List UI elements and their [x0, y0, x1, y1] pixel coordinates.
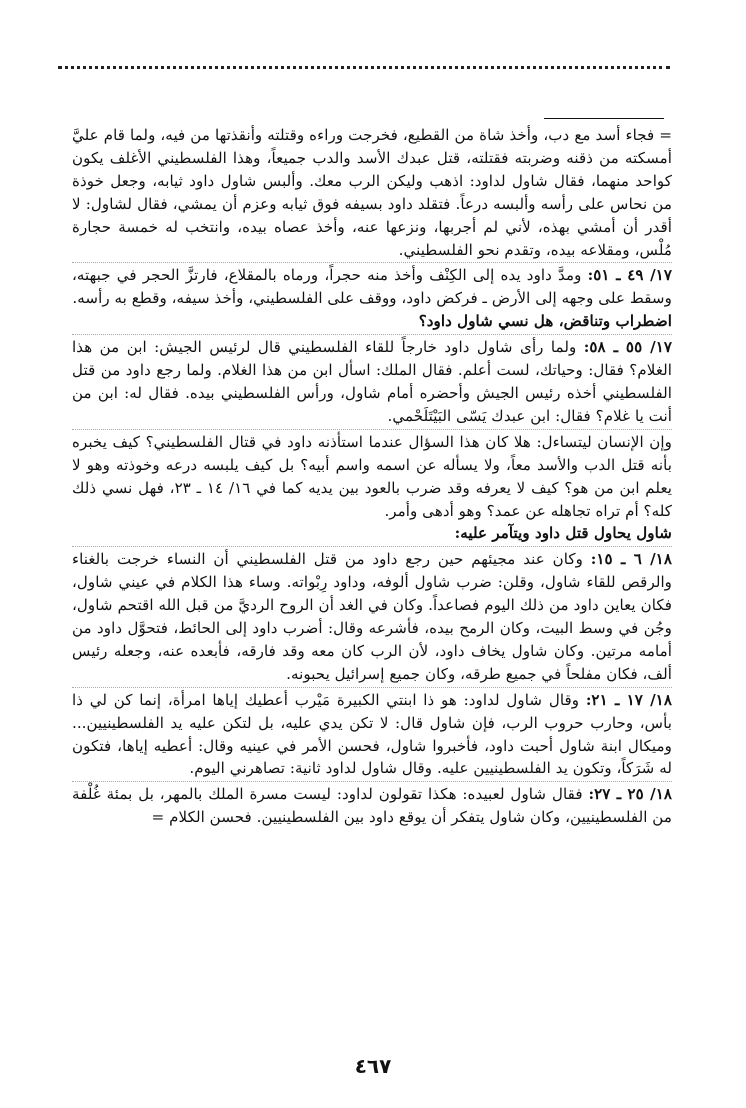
verse-reference: ١٧/ ٥٥ ـ ٥٨: — [583, 338, 673, 357]
paragraph-divider — [72, 262, 672, 263]
verse-paragraph — [72, 336, 672, 428]
verse-paragraph — [72, 548, 672, 685]
verse-reference: ١٧/ ٤٩ ـ ٥١: — [587, 266, 672, 285]
verse-text: فقال شاول لعبيده: هكذا تقولون لداود: ليست مسرة الملك بالمهر، بل بمئة غُلْفة من الفلسطينيين، وكان شاول يتفكر أن يوقع داود بين الفلسطينيين. فحسن الكلام = — [72, 785, 672, 827]
page-number: ٤٦٧ — [354, 1054, 392, 1078]
paragraph-divider — [72, 429, 672, 430]
footnote-rule — [544, 118, 664, 119]
paragraph-divider — [72, 781, 672, 782]
footnote-text — [72, 124, 672, 829]
verse-text: ومدَّ داود يده إلى الكِنْف وأخذ منه حجراً، ورماه بالمقلاع، فارتزَّ الحجر في جبهته، وسقط على وجهه إلى الأرض ـ فركض داود، ووقف على الفلسطيني، وأخذ سيفه، وقطع به رأسه. — [72, 266, 672, 308]
paragraph: = فجاء أسد مع دب، وأخذ شاة من القطيع، فخرجت وراءه وقتلته وأنقذتها من فيه، ولما قام عليَّ أمسكته من ذقنه وضربته فقتلته، قتل عبدك الأسد والدب جميعاً، وهذا الفلسطيني الأغلف يكون كواحد منهما، فقال شاول لداود: اذهب وليكن الرب معك. وألبس شاول داود ثيابه، وجعل خوذة من نحاس على رأسه وألبسه درعاً. فتقلد داود بسيفه فوق ثيابه وعزم أن يمشي، فقال لشاول: لا أقدر أن أمشي بهذه، لأني لم أجربها، ونزعها عنه، وأخذ عصاه بيده، وانتخب له خمسة حجارة مُلْس، ومقلاعه بيده، وتقدم نحو الفلسطيني. — [72, 126, 672, 259]
verse-reference: ١٨/ ١٧ ـ ٢١: — [585, 690, 672, 709]
verse-reference: ١٨/ ٦ ـ ١٥: — [590, 550, 672, 569]
paragraph-divider — [72, 687, 672, 688]
paragraph-divider — [72, 546, 672, 547]
section-heading: شاول يحاول قتل داود ويتآمر عليه: — [454, 524, 672, 543]
paragraph-divider — [72, 334, 672, 335]
verse-text: ولما رأى شاول داود خارجاً للقاء الفلسطيني قال لرئيس الجيش: ابن من هذا الغلام؟ فقال: وحياتك، لست أعلم. فقال الملك: اسأل ابن من هذا الغلام. ولما رجع داود من قتل الفلسطيني أخذه رئيس الجيش وأحضره أمام شاول، ورأس الفلسطيني بيده. فقال له: ابن من أنت يا غلام؟ فقال: ابن عبدك يَسّى البَيْتَلَحْمي. — [72, 338, 672, 425]
verse-reference: ١٨/ ٢٥ ـ ٢٧: — [588, 785, 673, 804]
dotted-separator — [58, 66, 670, 69]
verse-text: وكان عند مجيئهم حين رجع داود من قتل الفلسطيني أن النساء خرجت بالغناء والرقص للقاء شاول، وقلن: ضرب شاول ألوفه، وداود رِبْواته. وساء هذا الكلام في عيني شاول، فكان يعاين داود من ذلك اليوم فصاعداً. وكان في الغد أن الروح الرديَّ من قبل الله اقتحم شاول، وجُن في وسط البيت، وكان الرمح بيده، فأشرعه وقال: أضرب داود إلى الحائط، فتحوَّل داود من أمامه مرتين. وكان شاول يخاف داود، لأن الرب كان معه وقد فارقه، فأبعده عنه، وجعله رئيس ألف، فكان مفلحاً في جميع طرقه، وكان جميع إسرائيل يحبونه. — [72, 550, 672, 683]
paragraph: وإن الإنسان ليتساءل: هلا كان هذا السؤال عندما استأذنه داود في قتال الفلسطيني؟ كيف يخبره بأنه قتل الدب والأسد معاً، ولا يسأله عن اسمه واسم أبيه؟ بل كيف يلبسه درعه وخوذته وهو لا يعلم ابن من هو؟ كيف لا يعرفه وقد ضرب بالعود بين يديه كما في ١٦/ ١٤ ـ ٢٣، فهل نسي ذلك كله؟ أم تراه تجاهله عن عمد؟ وهو أدهى وأمر. — [72, 432, 673, 520]
section-heading: اضطراب وتناقض، هل نسي شاول داود؟ — [418, 312, 672, 331]
verse-paragraph — [72, 783, 672, 829]
verse-paragraph — [72, 689, 672, 781]
verse-paragraph — [72, 264, 672, 310]
verse-text: وقال شاول لداود: هو ذا ابنتي الكبيرة مَيْرب أعطيك إياها امرأة، إنما كن لي ذا بأس، وحارب حروب الرب، فإن شاول قال: لا تكن يدي عليه، بل لتكن عليه يد الفلسطينيين... وميكال ابنة شاول أحبت داود، فأخبروا شاول، فحسن الأمر في عينيه وقال: أعطيه إياها، فتكون له شَرَكاً، وتكون يد الفلسطينيين عليه. وقال شاول لداود ثانية: تصاهرني اليوم. — [72, 690, 672, 778]
